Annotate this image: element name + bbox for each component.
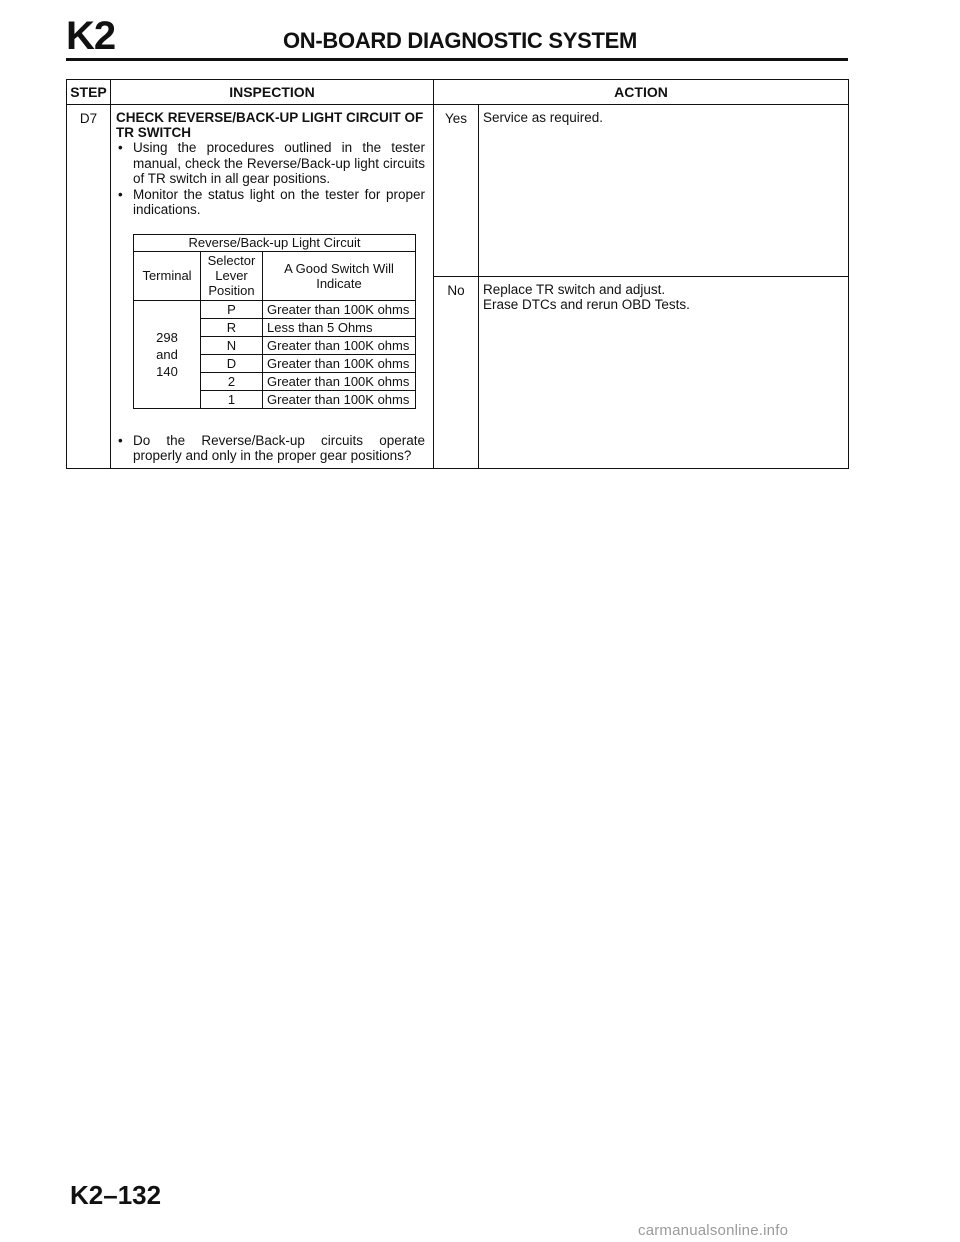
position-cell: D: [201, 354, 263, 372]
page-number: K2–132: [70, 1180, 162, 1210]
list-item: • Monitor the status light on the tester for proper indications.: [116, 187, 425, 218]
page-title: ON-BOARD DIAGNOSTIC SYSTEM: [283, 28, 637, 53]
no-label: No: [434, 277, 479, 469]
list-item: • Do the Reverse/Back-up circuits operate properly and only in the proper gear positions?: [116, 433, 425, 464]
terminal-value: 298 and 140: [134, 300, 201, 408]
list-item: • Using the procedures outlined in the tester manual, check the Reverse/Back-up light circuits of TR switch in all gear positions.: [116, 140, 425, 187]
step-number: D7: [67, 105, 111, 469]
position-cell: 2: [201, 372, 263, 390]
result-cell: Greater than 100K ohms: [263, 354, 416, 372]
yes-label: Yes: [434, 105, 479, 277]
header-rule: [66, 58, 848, 61]
result-cell: Less than 5 Ohms: [263, 318, 416, 336]
position-cell: P: [201, 300, 263, 318]
step-column-header: STEP: [67, 80, 111, 105]
terminal-header: Terminal: [134, 251, 201, 300]
position-cell: R: [201, 318, 263, 336]
result-header: A Good Switch Will Indicate: [263, 251, 416, 300]
section-code: K2: [66, 14, 116, 58]
no-action: Replace TR switch and adjust. Erase DTCs and rerun OBD Tests.: [479, 277, 849, 469]
table-row: [67, 105, 849, 277]
inspection-column-header: INSPECTION: [111, 80, 434, 105]
position-cell: N: [201, 336, 263, 354]
result-cell: Greater than 100K ohms: [263, 390, 416, 408]
inspection-title: CHECK REVERSE/BACK-UP LIGHT CIRCUIT OF TR SWITCH: [116, 110, 424, 140]
position-cell: 1: [201, 390, 263, 408]
diagnostic-table: [66, 79, 849, 469]
circuit-table-caption: Reverse/Back-up Light Circuit: [134, 234, 416, 251]
table-row: [134, 300, 416, 318]
inspection-question: [116, 433, 425, 464]
yes-action: Service as required.: [479, 105, 849, 277]
result-cell: Greater than 100K ohms: [263, 336, 416, 354]
inspection-cell: [111, 105, 434, 469]
result-cell: Greater than 100K ohms: [263, 372, 416, 390]
result-cell: Greater than 100K ohms: [263, 300, 416, 318]
watermark: carmanualsonline.info: [638, 1222, 789, 1239]
action-column-header: ACTION: [434, 80, 849, 105]
table-header-row: [67, 80, 849, 105]
inspection-steps: [116, 140, 425, 218]
circuit-table: [133, 234, 416, 409]
selector-header: Selector Lever Position: [201, 251, 263, 300]
